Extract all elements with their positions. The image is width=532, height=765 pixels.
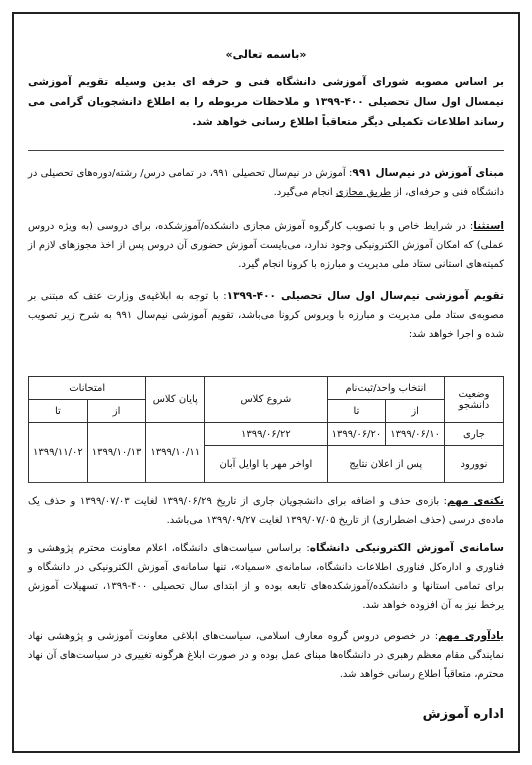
section-heading: مبنای آموزش در نیم‌سال ۹۹۱ xyxy=(352,167,504,179)
section-heading: استثنا xyxy=(473,220,504,232)
section-heading: تقویم آموزشی نیم‌سال اول سال تحصیلی ۴۰۰-۱۳۹۹ xyxy=(226,290,504,302)
divider xyxy=(28,482,504,483)
section-text: : در خصوص دروس گروه معارف اسلامی، سیاست‌های ابلاغی معاونت آموزشی و پژوهشی نهاد نمایندگی مقام معظم رهبری در دانشگاه‌ها مبنای عمل بوده و در صورت ابلاغ هرگونه تغییری در سیاست‌های آن نهاد محترم، متعاقباً اطلاع رسانی خواهد شد. xyxy=(28,631,504,680)
header-from: از xyxy=(87,400,146,423)
divider xyxy=(28,150,504,151)
header-status: وضعیت دانشجو xyxy=(445,377,504,423)
section-text: : بازه‌ی حذف و اضافه برای دانشجویان جاری از تاریخ ۱۳۹۹/۰۶/۲۹ لغایت ۱۳۹۹/۰۷/۰۳ و حذف یک ماده‌ی درسی (حذف اضطراری) از تاریخ ۱۳۹۹/۰۷/۰۵ لغایت ۱۳۹۹/۰۹/۲۷ می‌باشد. xyxy=(28,496,504,526)
cell-exam-from: ۱۳۹۹/۱۰/۱۳ xyxy=(87,423,146,483)
section-text: : در شرایط خاص و با تصویب کارگروه آموزش مجازی دانشکده/آموزشکده، برای دروسی (به ویژه دروس عملی) که امکان آموزش الکترونیکی وجود ندارد، می‌بایست آموزش حضوری آن دروس پس از اخذ مجوزهای لازم از کمیته‌های استانی ستاد ملی مدیریت و مبارزه با کرونا انجام گیرد. xyxy=(28,221,504,270)
header-exams: امتحانات xyxy=(29,377,146,400)
section-taqvim xyxy=(28,287,504,344)
intro-paragraph: بر اساس مصوبه شورای آموزشی دانشگاه فنی و حرفه ای بدین وسیله تقویم آموزشی نیمسال اول سال تحصیلی ۴۰۰-۱۳۹۹ و ملاحظات مربوطه را به اطلاع دانشجویان گرامی می رساند اطلاعات تکمیلی دیگر متعاقباً اطلاع رسانی خواهد شد. xyxy=(28,76,504,128)
section-nokte xyxy=(28,492,504,530)
header-selection: انتخاب واحد/ثبت‌نام xyxy=(327,377,444,400)
cell-sel-from: ۱۳۹۹/۰۶/۱۰ xyxy=(386,423,445,446)
cell-status: جاری xyxy=(445,423,504,446)
cell-sel-merged: پس از اعلان نتایج xyxy=(327,446,444,483)
section-heading: نکته‌ی مهم xyxy=(447,495,504,507)
section-text: : با توجه به ابلاغیه‌ی وزارت عتف که مبتنی بر مصوبه‌ی ستاد ملی مدیریت و مبارزه با ویروس کرونا می‌باشد، تقویم آموزشی نیم‌سال ۹۹۱ به شرح زیر تصویب شده و اجرا خواهد شد: xyxy=(28,291,504,340)
signature-office: اداره آموزش xyxy=(422,707,504,722)
header-to: تا xyxy=(327,400,386,423)
cell-class-start: اواخر مهر یا اوایل آبان xyxy=(205,446,327,483)
header-from: از xyxy=(386,400,445,423)
document-header: «باسمه تعالی» xyxy=(225,48,307,61)
section-estesna xyxy=(28,217,504,274)
section-heading: یادآوری مهم xyxy=(438,630,504,642)
underlined-text: طریق مجازی xyxy=(335,187,392,198)
cell-class-start: ۱۳۹۹/۰۶/۲۲ xyxy=(205,423,327,446)
schedule-table xyxy=(28,376,504,483)
section-samane xyxy=(28,539,504,615)
header-to: تا xyxy=(29,400,88,423)
section-mabna xyxy=(28,164,504,202)
cell-exam-to: ۱۳۹۹/۱۱/۰۲ xyxy=(29,423,88,483)
cell-class-end: ۱۳۹۹/۱۰/۱۱ xyxy=(146,423,205,483)
section-yadavari xyxy=(28,627,504,684)
section-text: : آموزش در نیم‌سال تحصیلی ۹۹۱، در تمامی درس/ رشته/دوره‌های تحصیلی در دانشگاه فنی و حرفه‌ای، از xyxy=(28,168,504,198)
cell-sel-to: ۱۳۹۹/۰۶/۲۰ xyxy=(327,423,386,446)
document-page xyxy=(12,12,520,753)
section-text: انجام می‌گیرد. xyxy=(273,187,336,198)
header-class-end: پایان کلاس xyxy=(146,377,205,423)
table-row xyxy=(29,423,504,446)
section-text: : براساس سیاست‌های دانشگاه، اعلام معاونت محترم پژوهشی و فناوری و اداره‌کل فناوری اطلاعات دانشگاه، سامانه‌ی «سمیاد»، تنها سامانه‌ی آموزش الکترونیکی در دانشگاه و برای تمامی استانها و دانشکده/آموزشکده‌های تابعه بوده و از ابتدای سال تحصیلی ۴۰۰-۱۳۹۹، تسهیلات آموزش یرخط نیز به آن افزوده خواهد شد. xyxy=(28,543,504,611)
cell-status: نوورود xyxy=(445,446,504,483)
section-heading: سامانه‌ی آموزش الکترونیکی دانشگاه xyxy=(309,542,504,554)
header-class-start: شروع کلاس xyxy=(205,377,327,423)
